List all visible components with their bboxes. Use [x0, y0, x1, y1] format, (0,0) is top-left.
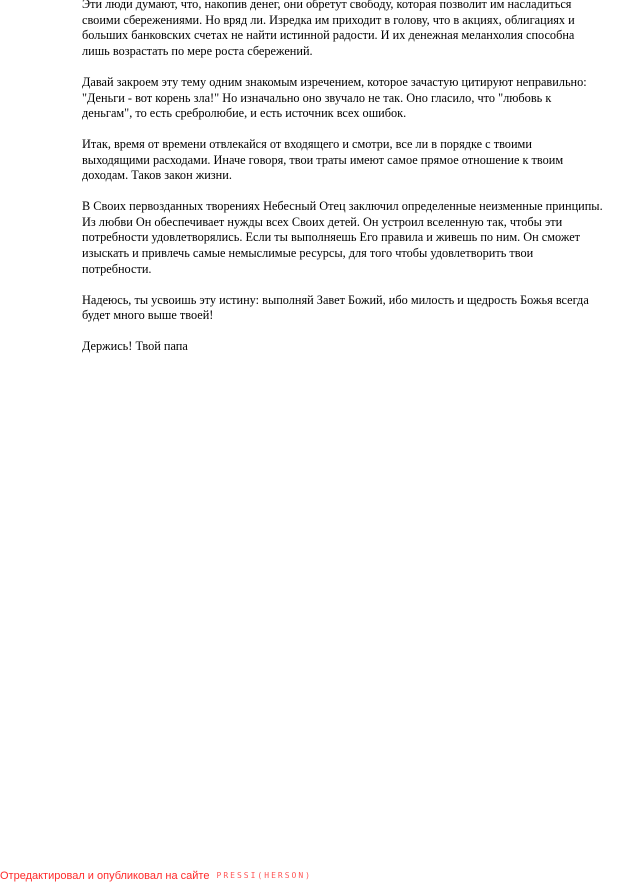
- paragraph-5: Надеюсь, ты усвоишь эту истину: выполняй Завет Божий, ибо милость и щедрость Божья всегда будет много выше твоей!: [82, 292, 589, 323]
- footer-credit: [0, 869, 312, 883]
- paragraph-4: В Своих первозданных творениях Небесный Отец заключил определенные неизменные принципы. Из любви Он обеспечивает нужды всех Своих детей. Он устроил вселенную так, чтобы эти потребности удовлетворялись. Если ты выполняешь Его правила и живешь по ним. Он сможет изыскать и привлечь самые немыслимые ресурсы, для того чтобы удовлетворить твои потребности.: [82, 199, 603, 276]
- document-body: [82, 0, 612, 370]
- paragraph-1: Эти люди думают, что, накопив денег, они обретут свободу, которая позволит им насладиться своими сбережениями. Но вряд ли. Изредка им приходит в голову, что в акциях, облигациях и больших банковских счетах не найти истинной радости. И их денежная меланхолия способна лишь возрастать по мере роста сбережений.: [82, 0, 575, 59]
- footer-credit-text: Отредактировал и опубликовал на сайте: [0, 870, 210, 882]
- site-logo[interactable]: PRESSI(HERSON): [216, 871, 312, 880]
- paragraph-2: Давай закроем эту тему одним знакомым изречением, которое зачастую цитируют неправильно: "Деньги - вот корень зла!" Но изначально оно звучало не так. Оно гласило, что "любовь к деньгам", то есть сребролюбие, и есть источник всех ошибок.: [82, 74, 587, 121]
- paragraph-3: Итак, время от времени отвлекайся от входящего и смотри, все ли в порядке с твоими выходящими расходами. Иначе говоря, твои траты имеют самое прямое отношение к твоим доходам. Таков закон жизни.: [82, 136, 564, 183]
- signature: Держись! Твой папа: [82, 338, 188, 353]
